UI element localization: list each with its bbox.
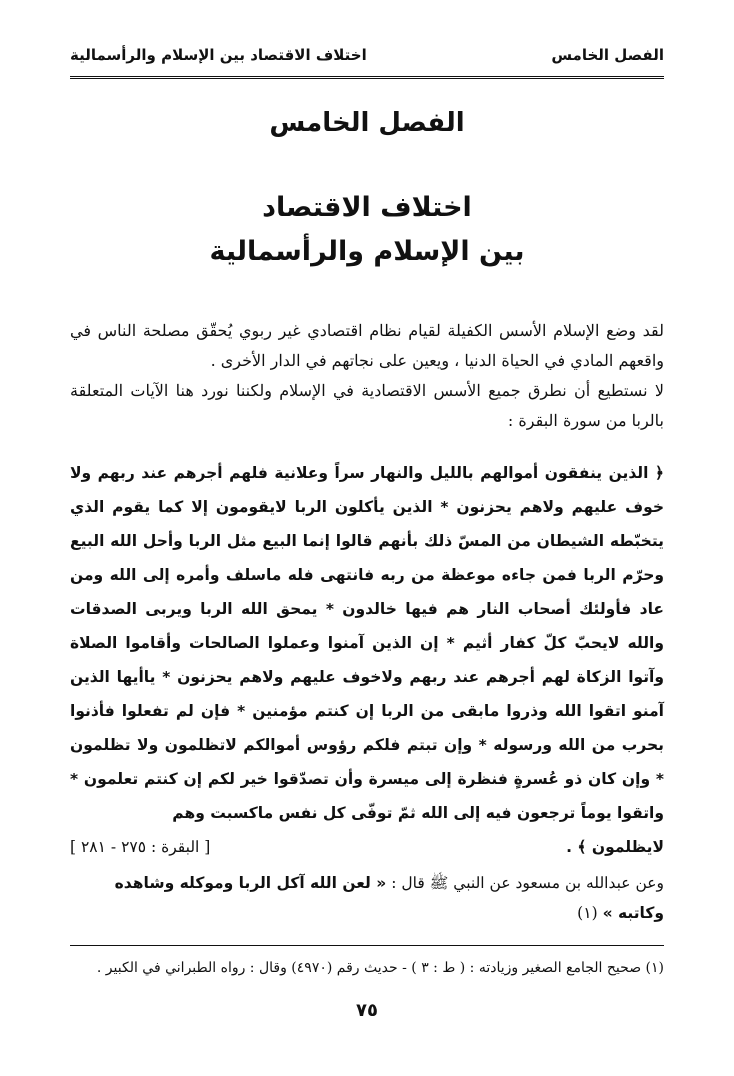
footnote: (١) صحيح الجامع الصغير وزيادته : ( ط : ٣ ) - حديث رقم (٤٩٧٠) وقال : رواه الطبراني في الكبير . xyxy=(96,960,664,976)
hadith-text: « لعن الله آكل الربا وموكله وشاهده وكاتبه » xyxy=(114,874,664,922)
footnote-marker: (١) xyxy=(577,904,598,922)
footnote-rule xyxy=(70,945,664,946)
intro-paragraph-2: لا نستطيع أن نطرق جميع الأسس الاقتصادية في الإسلام ولكننا نورد هنا الآيات المتعلقة بالربا من سورة البقرة : xyxy=(70,381,664,430)
page-number: ٧٥ xyxy=(356,1000,378,1021)
running-header xyxy=(70,40,664,70)
running-header-chapter: الفصل الخامس xyxy=(551,46,664,64)
hadith-intro: وعن عبدالله بن مسعود عن النبي ﷺ قال : xyxy=(391,874,664,892)
hadith xyxy=(70,868,664,928)
quran-verses xyxy=(70,456,664,864)
quran-text: ﴿ الذين ينفقون أموالهم بالليل والنهار سراً وعلانية فلهم أجرهم عند ربهم ولا خوف عليهم ولاهم يحزنون * الذين يأكلون الربا لايقومون إلا كما يقوم الذي يتخبّطه الشيطان من المسّ ذلك بأنهم قالوا إنما البيع مثل الربا وأحل الله البيع وحرّم الربا فمن جاءه موعظة من ربه فانتهى فله ماسلف وأمره إلى الله ومن عاد فأولئك أصحاب النار هم فيها خالدون * يمحق الله الربا ويربى الصدقات والله لايحبّ كلّ كفار أثيم * إن الذين آمنوا وعملوا الصالحات وأقاموا الصلاة وآتوا الزكاة لهم أجرهم عند ربهم ولاخوف عليهم ولاهم يحزنون * ياأيها الذين آمنو اتقوا الله وذروا مابقى من الربا إن كنتم مؤمنين * فإن لم تفعلوا فأذنوا بحرب من الله ورسوله * وإن تبتم فلكم رؤوس أموالكم لاتظلمون ولا تظلمون * وإن كان ذو عُسرةٍ فنظرة إلى ميسرة وأن تصدّقوا خير لكم إن كنتم تعلمون * واتقوا يوماً ترجعون فيه إلى الله ثمّ توفّى كل نفس ماكسبت وهم xyxy=(70,464,664,822)
hadith-paragraph xyxy=(70,868,664,928)
header-rule xyxy=(70,76,664,79)
intro-paragraph-1: لقد وضع الإسلام الأسس الكفيلة لقيام نظام اقتصادي غير ربوي يُحقّق مصلحة الناس في واقعهم المادي في الحياة الدنيا ، ويعين على نجاتهم في الدار الأخرى . xyxy=(70,321,664,370)
quran-reference: [ البقرة : ٢٧٥ - ٢٨١ ] xyxy=(70,838,211,856)
main-title-line-2: بين الإسلام والرأسمالية xyxy=(209,236,525,267)
intro-text xyxy=(70,316,664,436)
running-header-title: اختلاف الاقتصاد بين الإسلام والرأسمالية xyxy=(70,46,367,64)
quran-text-end: لايظلمون ﴾ . xyxy=(566,838,664,856)
main-title xyxy=(0,186,734,274)
quran-last-line xyxy=(70,830,664,864)
chapter-title: الفصل الخامس xyxy=(269,108,465,138)
main-title-line-1: اختلاف الاقتصاد xyxy=(262,192,472,223)
